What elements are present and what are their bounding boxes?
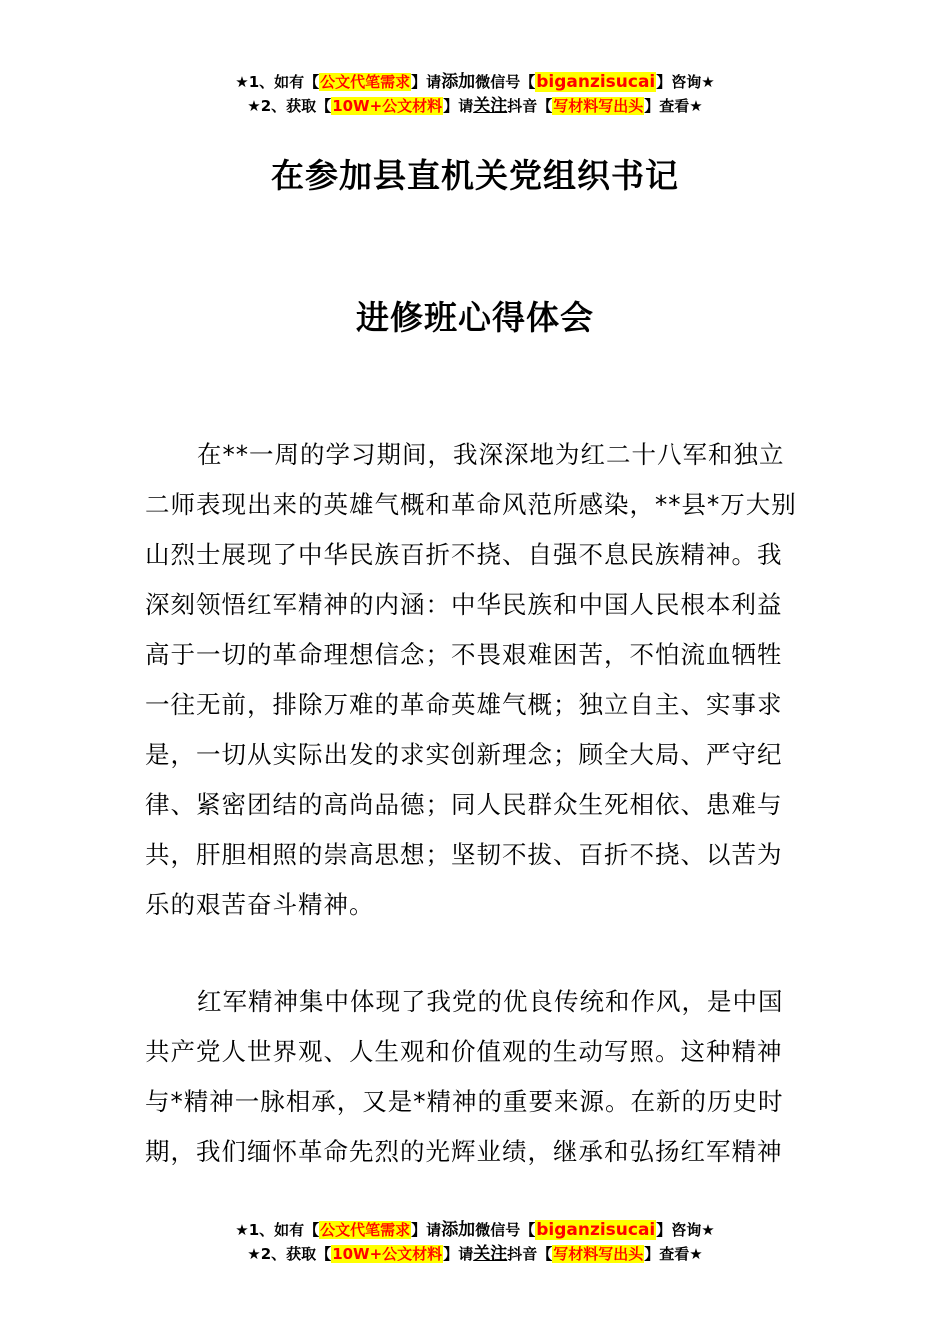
banner-line-1: [0, 70, 950, 94]
bottom-banner: [0, 1218, 950, 1266]
banner-emphasis: 关注: [473, 96, 508, 116]
banner-highlight: 10W+公文材料: [332, 1245, 443, 1263]
banner-text: 】请: [411, 73, 442, 91]
top-banner: [0, 70, 950, 118]
banner-emphasis: 添加: [441, 72, 476, 92]
banner-text: 】咨询★: [656, 1221, 715, 1239]
banner-text: ★2、获取【: [247, 97, 332, 115]
body-paragraph-1: [145, 430, 810, 930]
banner-line-1: [0, 1218, 950, 1242]
paragraph-line: 红军精神集中体现了我党的优良传统和作风，是中国: [197, 987, 784, 1016]
banner-text: ★2、获取【: [247, 1245, 332, 1263]
banner-highlight: biganzisucai: [536, 72, 656, 92]
paragraph-line: 期，我们缅怀革命先烈的光辉业绩，继承和弘扬红军精神: [145, 1137, 783, 1166]
banner-highlight: biganzisucai: [536, 1220, 656, 1240]
paragraph-line: 高于一切的革命理想信念；不畏艰难困苦，不怕流血牺牲: [145, 640, 783, 669]
paragraph-line: 共产党人世界观、人生观和价值观的生动写照。这种精神: [145, 1037, 783, 1066]
document-title-line-1: 在参加县直机关党组织书记: [271, 156, 679, 195]
banner-text: 】查看★: [644, 1245, 703, 1263]
banner-text: ★1、如有【: [235, 73, 320, 91]
banner-line-2: [0, 1242, 950, 1266]
banner-text: 抖音【: [507, 1245, 553, 1263]
banner-highlight: 写材料写出头: [553, 1245, 644, 1263]
banner-text: 】请: [443, 1245, 474, 1263]
banner-text: ★1、如有【: [235, 1221, 320, 1239]
banner-highlight: 公文代笔需求: [320, 73, 411, 91]
banner-highlight: 10W+公文材料: [332, 97, 443, 115]
paragraph-line: 山烈士展现了中华民族百折不挠、自强不息民族精神。我: [145, 540, 783, 569]
banner-highlight: 写材料写出头: [553, 97, 644, 115]
paragraph-line: 在**一周的学习期间，我深深地为红二十八军和独立: [197, 440, 785, 469]
paragraph-line: 与*精神一脉相承，又是*精神的重要来源。在新的历史时: [145, 1087, 784, 1116]
banner-text: 】请: [411, 1221, 442, 1239]
paragraph-line: 一往无前，排除万难的革命英雄气概；独立自主、实事求: [145, 690, 783, 719]
document-title-line-2: 进修班心得体会: [356, 298, 594, 337]
paragraph-line: 乐的艰苦奋斗精神。: [145, 890, 375, 919]
banner-text: 微信号【: [475, 73, 536, 91]
banner-text: 】咨询★: [656, 73, 715, 91]
paragraph-line: 律、紧密团结的高尚品德；同人民群众生死相依、患难与: [145, 790, 783, 819]
paragraph-line: 共，肝胆相照的崇高思想；坚韧不拔、百折不挠、以苦为: [145, 840, 783, 869]
paragraph-line: 二师表现出来的英雄气概和革命风范所感染，**县*万大别: [145, 490, 797, 519]
paragraph-line: 深刻领悟红军精神的内涵：中华民族和中国人民根本利益: [145, 590, 783, 619]
banner-text: 】请: [443, 97, 474, 115]
paragraph-line: 是，一切从实际出发的求实创新理念；顾全大局、严守纪: [145, 740, 783, 769]
banner-text: 抖音【: [507, 97, 553, 115]
banner-highlight: 公文代笔需求: [320, 1221, 411, 1239]
banner-line-2: [0, 94, 950, 118]
banner-text: 微信号【: [475, 1221, 536, 1239]
banner-emphasis: 添加: [441, 1220, 476, 1240]
body-paragraph-2: [145, 977, 810, 1177]
banner-emphasis: 关注: [473, 1244, 508, 1264]
banner-text: 】查看★: [644, 97, 703, 115]
